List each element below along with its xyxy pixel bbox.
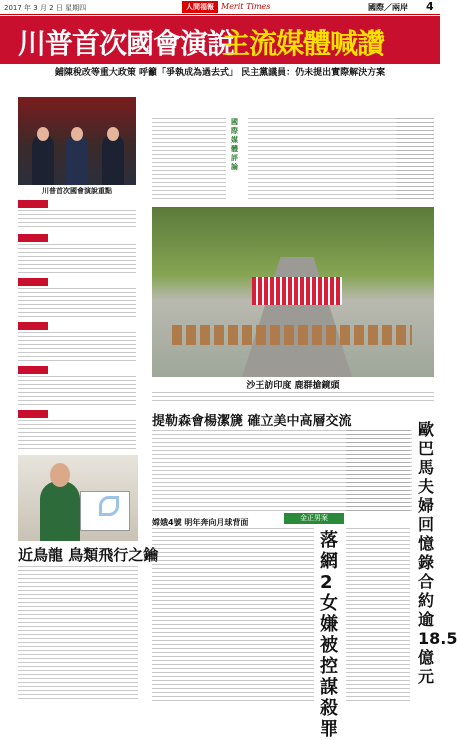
article-text — [346, 528, 410, 704]
tillerson-headline: 提勒森會楊潔篪 確立美中高層交流 — [152, 414, 352, 429]
headline-banner — [0, 16, 440, 64]
main-headline-accent: 主流媒體喊讚 — [222, 27, 385, 60]
photo-board — [80, 491, 130, 531]
photo-deer — [172, 325, 412, 345]
article-text — [18, 244, 136, 274]
article-text — [152, 118, 226, 202]
photo-figure — [102, 135, 124, 185]
photo-figure-head — [71, 127, 83, 141]
article-text — [18, 420, 136, 450]
bird-drawing — [99, 496, 119, 516]
congress-photo — [18, 97, 136, 185]
photo-figure — [40, 481, 80, 541]
congress-photo-caption: 川普首次國會演說重點 — [42, 187, 112, 195]
change4-headline: 嫦娥4號 明年奔向月球背面 — [152, 518, 249, 527]
sidebar-vertical-title: 國際媒體評論 — [231, 118, 238, 171]
subheadline: 鋪陳稅改等重大政策 呼籲「爭執成為過去式」 民主黨議員：仍未提出實際解決方案 — [54, 68, 386, 78]
obama-headline: 歐巴馬夫婦回憶錄 合約逾18.5億元 — [418, 420, 457, 686]
article-text — [18, 288, 136, 318]
photo-description — [152, 392, 434, 404]
main-headline: 川普首次國會演說 — [18, 27, 235, 60]
photo-crowd — [252, 277, 342, 305]
deer-parade-photo — [152, 207, 434, 377]
photo-figure-head — [107, 127, 119, 141]
article-text — [152, 528, 314, 704]
section-tag — [18, 410, 48, 418]
section-tag — [18, 234, 48, 242]
section-tag — [18, 200, 48, 208]
photo-figure — [32, 135, 54, 185]
photo-figure-head — [37, 127, 49, 141]
deer-photo-caption: 沙王訪印度 鹿群搶鏡頭 — [246, 381, 340, 391]
section-tag — [18, 322, 48, 330]
article-text — [18, 566, 138, 702]
scientist-photo — [18, 455, 138, 541]
newspaper-logo-en: Merit Times — [221, 2, 271, 11]
kim-case-headline: 落網2女嫌被控謀殺罪 — [320, 530, 338, 740]
section-name: 國際／兩岸 — [368, 3, 408, 12]
section-tag — [18, 278, 48, 286]
photo-figure-head — [50, 463, 70, 487]
kim-case-label: 金正男案 — [284, 513, 344, 524]
article-text — [18, 210, 136, 230]
article-text — [346, 430, 412, 512]
newspaper-logo: 人間福報 — [182, 1, 218, 13]
article-text — [18, 332, 136, 362]
page-number: 4 — [426, 0, 434, 13]
section-tag — [18, 366, 48, 374]
top-bar — [0, 0, 440, 15]
issue-date: 2017 年 3 月 2 日 星期四 — [4, 4, 87, 12]
article-text — [18, 376, 136, 406]
bird-headline: 近鳥龍 鳥類飛行之鑰 — [18, 546, 159, 564]
photo-figure — [66, 135, 88, 185]
article-text — [396, 118, 434, 202]
photo-road — [242, 257, 352, 377]
